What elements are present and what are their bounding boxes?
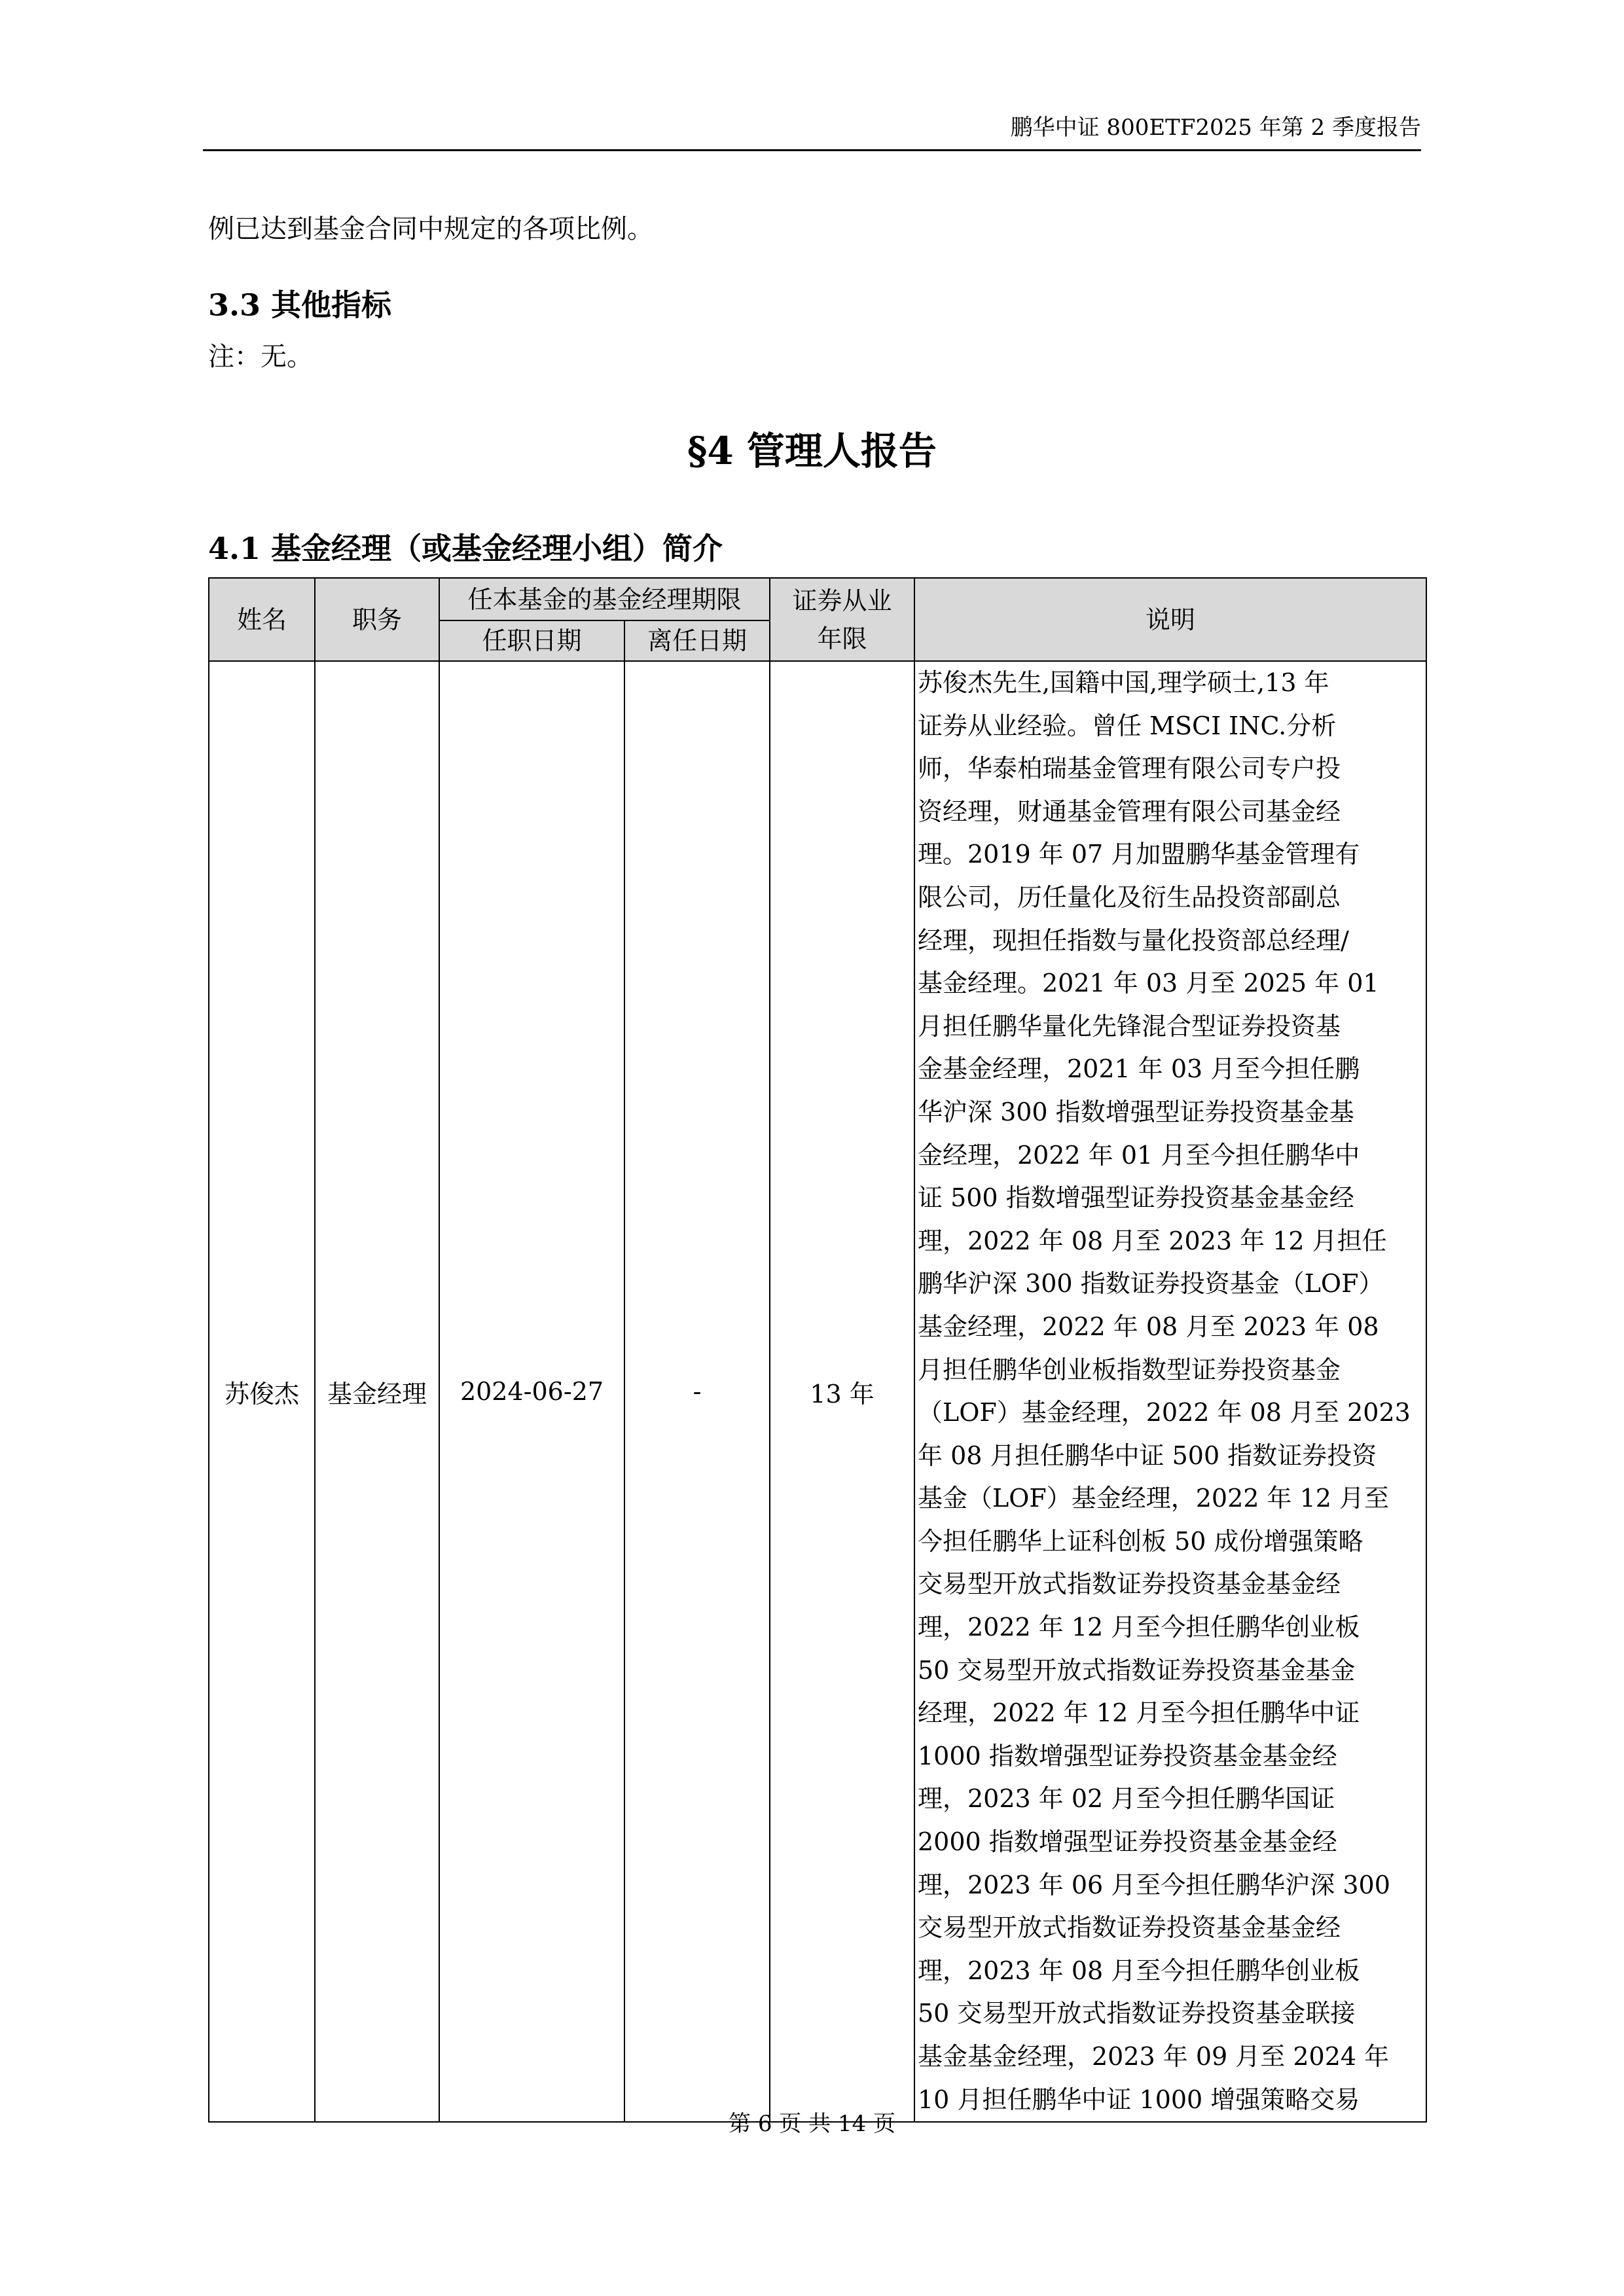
description-line: 理。2019 年 07 月加盟鹏华基金管理有 bbox=[918, 840, 1360, 869]
description-line: 10 月担任鹏华中证 1000 增强策略交易 bbox=[918, 2085, 1360, 2114]
description-line: 月担任鹏华创业板指数型证券投资基金 bbox=[918, 1355, 1341, 1384]
description-line: 基金经理。2021 年 03 月至 2025 年 01 bbox=[918, 969, 1379, 998]
table-row bbox=[209, 661, 1426, 2122]
page-footer: 第 6 页 共 14 页 bbox=[729, 2111, 895, 2137]
header-years-line1: 证券从业 bbox=[792, 586, 892, 615]
section-3-3-note: 注：无。 bbox=[208, 342, 313, 372]
header-years-line2: 年限 bbox=[817, 624, 867, 653]
description-line: 师，华泰柏瑞基金管理有限公司专户投 bbox=[918, 754, 1341, 783]
description-line: 资经理，财通基金管理有限公司基金经 bbox=[918, 797, 1341, 826]
description-line: 苏俊杰先生,国籍中国,理学硕士,13 年 bbox=[918, 668, 1329, 697]
description-line: 理，2023 年 08 月至今担任鹏华创业板 bbox=[918, 1956, 1360, 1985]
header-description: 说明 bbox=[914, 578, 1426, 661]
description-line: 证 500 指数增强型证券投资基金基金经 bbox=[918, 1183, 1354, 1213]
header-start-date: 任职日期 bbox=[439, 620, 624, 661]
description-line: 鹏华沪深 300 指数证券投资基金（LOF） bbox=[918, 1269, 1384, 1299]
description-line: 经理，现担任指数与量化投资部总经理/ bbox=[918, 925, 1349, 955]
description-line: 证券从业经验。曾任 MSCI INC.分析 bbox=[918, 711, 1337, 740]
description-line: 金基金经理，2021 年 03 月至今担任鹏 bbox=[918, 1054, 1360, 1084]
cell-position: 基金经理 bbox=[315, 661, 439, 2122]
header-end-date: 离任日期 bbox=[624, 620, 770, 661]
description-line: 理，2022 年 12 月至今担任鹏华创业板 bbox=[918, 1613, 1360, 1642]
fund-manager-table bbox=[208, 577, 1427, 2123]
description-line: 基金（LOF）基金经理，2022 年 12 月至 bbox=[918, 1484, 1390, 1513]
description-line: 基金经理，2022 年 08 月至 2023 年 08 bbox=[918, 1312, 1379, 1341]
header-years bbox=[770, 578, 914, 661]
section-4-1-heading: 4.1 基金经理（或基金经理小组）简介 bbox=[208, 531, 723, 566]
description-line: 理，2023 年 02 月至今担任鹏华国证 bbox=[918, 1784, 1335, 1814]
description-line: 金经理，2022 年 01 月至今担任鹏华中 bbox=[918, 1140, 1360, 1170]
description-line: 50 交易型开放式指数证券投资基金联接 bbox=[918, 1999, 1356, 2028]
cell-years: 13 年 bbox=[770, 661, 914, 2122]
cell-description bbox=[914, 661, 1426, 2122]
description-line: 2000 指数增强型证券投资基金基金经 bbox=[918, 1827, 1337, 1857]
header-term-group: 任本基金的基金经理期限 bbox=[439, 578, 770, 620]
description-line: 华沪深 300 指数增强型证券投资基金基 bbox=[918, 1097, 1354, 1126]
description-line: 交易型开放式指数证券投资基金基金经 bbox=[918, 1570, 1341, 1599]
description-line: 50 交易型开放式指数证券投资基金基金 bbox=[918, 1655, 1356, 1685]
description-line: 1000 指数增强型证券投资基金基金经 bbox=[918, 1741, 1337, 1770]
section-4-heading: §4 管理人报告 bbox=[687, 429, 937, 473]
header-rule bbox=[203, 149, 1421, 151]
description-line: 交易型开放式指数证券投资基金基金经 bbox=[918, 1913, 1341, 1943]
description-line: 理，2023 年 06 月至今担任鹏华沪深 300 bbox=[918, 1870, 1390, 1899]
cell-end-date: - bbox=[624, 661, 770, 2122]
description-line: 月担任鹏华量化先锋混合型证券投资基 bbox=[918, 1011, 1341, 1041]
cell-start-date: 2024-06-27 bbox=[439, 661, 624, 2122]
description-line: 基金基金经理，2023 年 09 月至 2024 年 bbox=[918, 2042, 1390, 2071]
header-name: 姓名 bbox=[209, 578, 315, 661]
description-line: 理，2022 年 08 月至 2023 年 12 月担任 bbox=[918, 1226, 1387, 1255]
description-line: 限公司，历任量化及衍生品投资部副总 bbox=[918, 882, 1341, 912]
description-line: 年 08 月担任鹏华中证 500 指数证券投资 bbox=[918, 1441, 1377, 1470]
header-position: 职务 bbox=[315, 578, 439, 661]
cell-name: 苏俊杰 bbox=[209, 661, 315, 2122]
page-header-title: 鹏华中证 800ETF2025 年第 2 季度报告 bbox=[1010, 115, 1421, 141]
description-line: 经理，2022 年 12 月至今担任鹏华中证 bbox=[918, 1698, 1360, 1728]
intro-line: 例已达到基金合同中规定的各项比例。 bbox=[208, 214, 653, 244]
section-3-3-heading: 3.3 其他指标 bbox=[208, 287, 392, 323]
description-line: （LOF）基金经理，2022 年 08 月至 2023 bbox=[918, 1398, 1411, 1427]
description-line: 今担任鹏华上证科创板 50 成份增强策略 bbox=[918, 1526, 1363, 1556]
